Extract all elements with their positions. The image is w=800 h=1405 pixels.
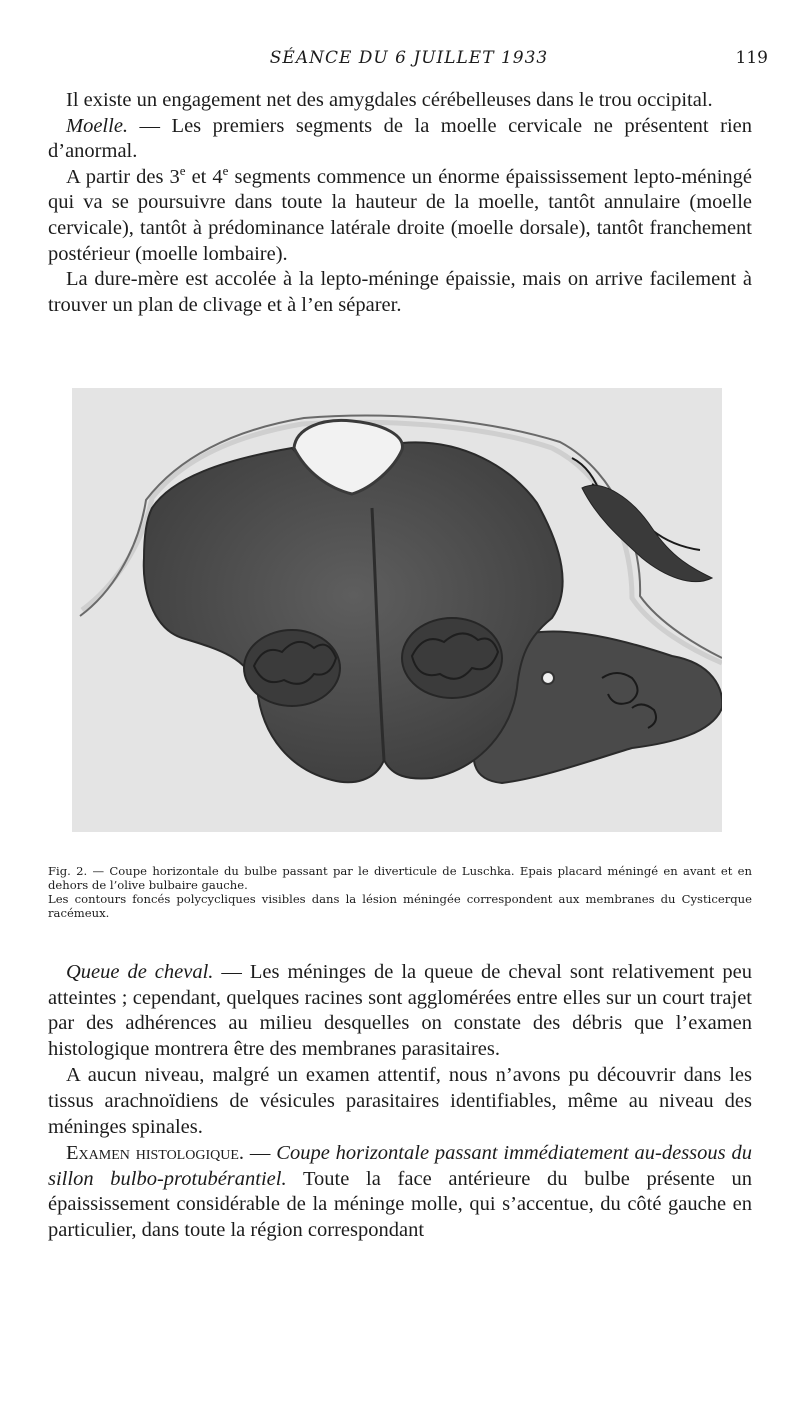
figure-caption (48, 864, 752, 920)
figure-photomicrograph (72, 388, 722, 832)
running-title: SÉANCE DU 6 JUILLET 1933 (269, 48, 549, 68)
vessel (542, 672, 554, 684)
bulb-section-image (72, 388, 722, 832)
paragraph-lead: Queue de cheval. (66, 961, 214, 983)
paragraph-examen-histologique (48, 1141, 752, 1243)
paragraph-lead: Moelle. (66, 114, 129, 137)
paragraph-text: Toute la face antérieure du bulbe présente un épaississement considérable de la méninge molle, qui s’accentue, du côté gauche en particulier, dans toute la région correspondant (48, 1167, 753, 1241)
right-olive (402, 618, 502, 698)
superscript: e (222, 162, 229, 178)
paragraph-moelle (48, 114, 752, 165)
page-header (50, 48, 768, 74)
paragraph-text: et 4 (185, 165, 223, 188)
paragraph-text: La dure-mère est accolée à la lepto-méninge épaissie, mais on arrive facilement à trouver un plan de clivage et à l’en séparer. (48, 268, 752, 316)
caption-line-1: Fig. 2. — Coupe horizontale du bulbe passant par le diverticule de Luschka. Epais placard méningé en avant et en dehors de l’olive bulbaire gauche. (48, 864, 752, 892)
page-number: 119 (735, 48, 768, 68)
paragraph-dash: — (244, 1142, 277, 1165)
paragraph-text: — Les premiers segments de la moelle cervicale ne présentent rien d’anormal. (48, 114, 752, 163)
paragraph-segments (48, 162, 752, 267)
superscript: e (179, 162, 186, 178)
caption-line-2: Les contours foncés polycycliques visibles dans la lésion méningée correspondent aux membranes du Cysticerque racémeux. (48, 892, 752, 920)
paragraph-text: A aucun niveau, malgré un examen attentif, nous n’avons pu découvrir dans les tissus arachnoïdiens de vésicules parasitaires identifiables, même au niveau des méninges spinales. (48, 1064, 752, 1138)
paragraph-dure-mere (48, 267, 752, 318)
paragraph-text: — Les méninges de la queue de cheval sont relativement peu atteintes ; cependant, quelques racines sont agglomérées entre elles sur un court trajet par des adhérences au milieu desquelles on constate des débris que l’examen histologique montrera être des membranes parasitaires. (48, 961, 753, 1060)
paragraph-amygdales (48, 88, 752, 114)
paragraph-queue-de-cheval (48, 960, 752, 1062)
paragraph-text: segments commence un énorme épaississement lepto-méningé qui va se poursuivre dans toute la hauteur de la moelle, tantôt annulaire (moelle cervicale), tantôt à prédominance latérale droite (moelle dorsale), tantôt franchement postérieur (moelle lombaire). (48, 165, 752, 265)
paragraph-lead: Coupe horizontale passant immédiatement au-dessous du sillon bulbo-protubérantiel. (48, 1142, 753, 1190)
section-heading-small-caps: Examen histologique. (66, 1142, 245, 1165)
paragraph-text: A partir des 3 (66, 165, 180, 188)
paragraph-aucun-niveau (48, 1063, 752, 1140)
text-block-top (48, 88, 752, 318)
paragraph-text: Il existe un engagement net des amygdales cérébelleuses dans le trou occipital. (66, 89, 713, 111)
text-block-bottom (48, 960, 752, 1244)
left-olive (244, 630, 340, 706)
